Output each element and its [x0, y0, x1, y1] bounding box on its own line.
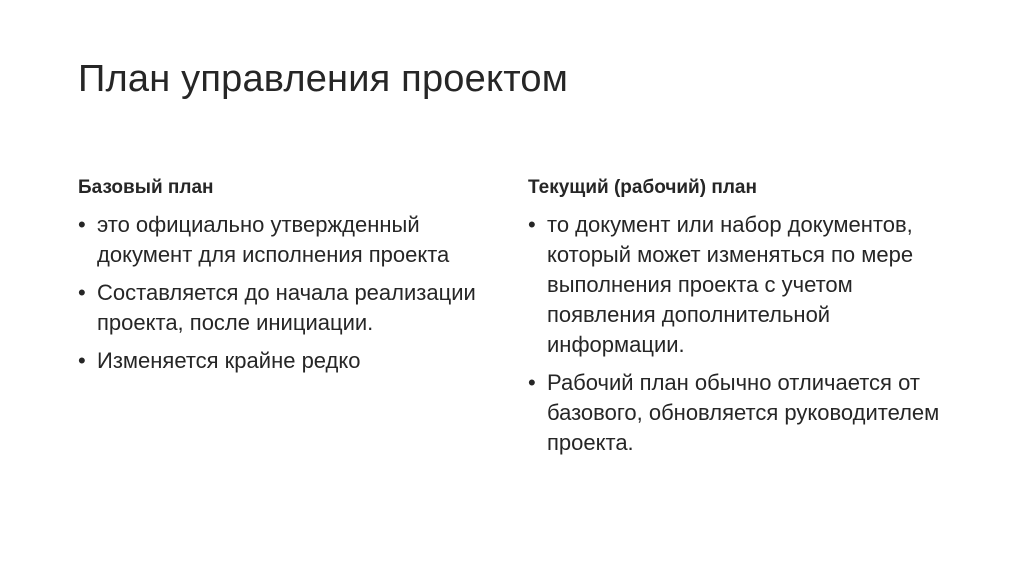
left-column — [78, 176, 488, 384]
right-column — [528, 176, 948, 466]
list-item — [78, 346, 488, 376]
bullet-text: Составляется до начала реализации проекта, после инициации. — [97, 280, 476, 335]
bullet-text: Изменяется крайне редко — [97, 348, 361, 373]
bullet-text: то документ или набор документов, который может изменяться по мере выполнения проекта с учетом появления дополнительной информации. — [547, 212, 914, 357]
left-column-heading: Базовый план — [78, 177, 214, 198]
bullet-icon: • — [528, 370, 536, 395]
bullet-icon: • — [528, 212, 536, 237]
left-bullet-list — [78, 210, 488, 376]
bullet-icon: • — [78, 280, 86, 305]
list-item — [528, 210, 948, 360]
right-bullet-list — [528, 210, 948, 458]
list-item — [528, 368, 948, 458]
right-column-heading: Текущий (рабочий) план — [528, 177, 757, 198]
bullet-icon: • — [78, 348, 86, 373]
bullet-icon: • — [78, 212, 86, 237]
bullet-text: Рабочий план обычно отличается от базового, обновляется руководителем проекта. — [547, 370, 940, 455]
bullet-text: это официально утвержденный документ для исполнения проекта — [97, 212, 450, 267]
slide-title: План управления проектом — [78, 58, 569, 100]
list-item — [78, 278, 488, 338]
list-item — [78, 210, 488, 270]
